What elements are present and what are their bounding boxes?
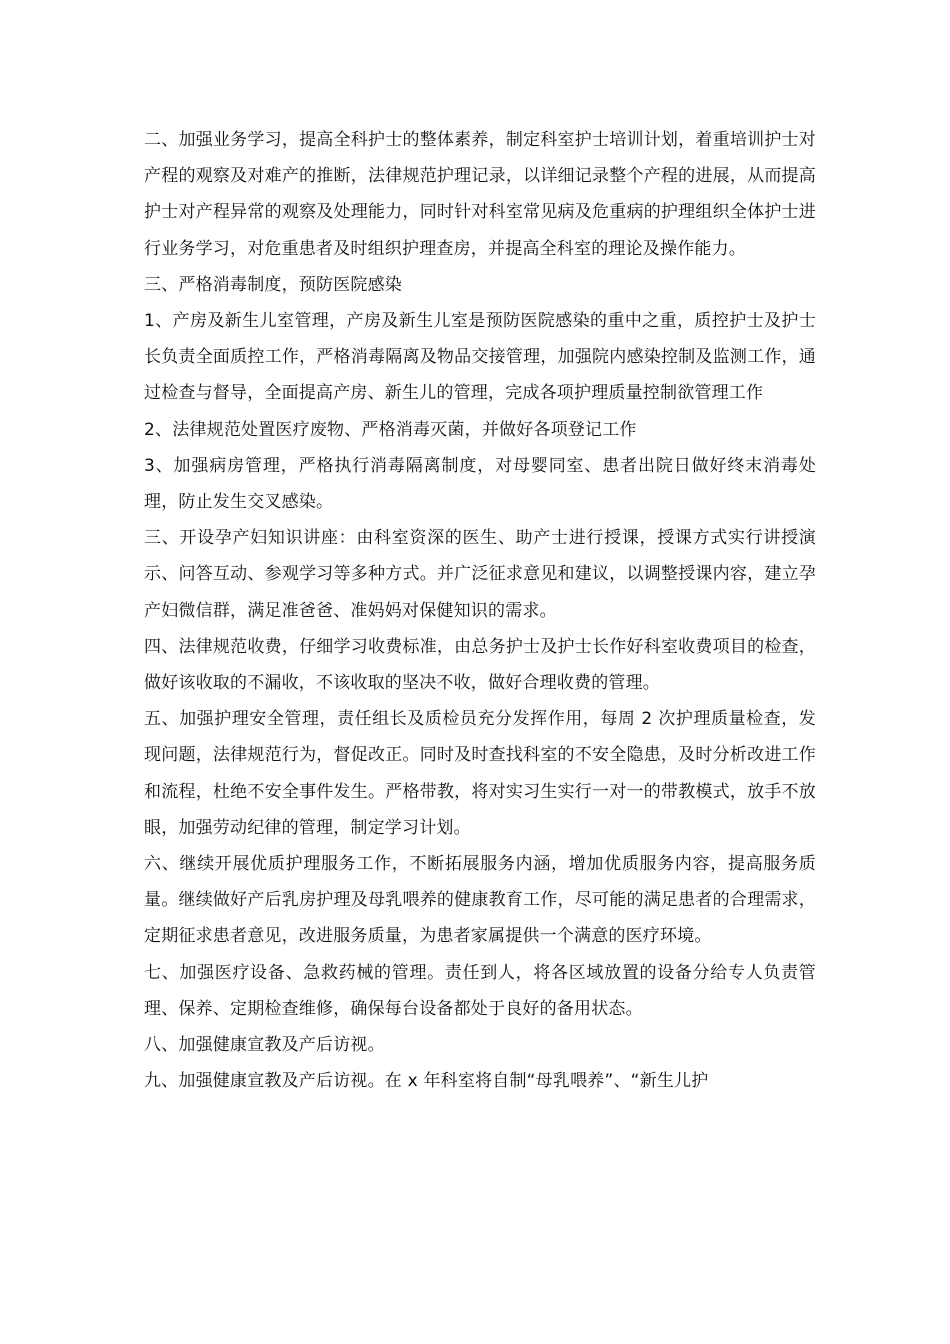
paragraph-equipment-management: 七、加强医疗设备、急救药械的管理。责任到人，将各区域放置的设备分给专人负责管理、保养、定期检查维修，确保每台设备都处于良好的备用状态。 xyxy=(144,962,816,1019)
paragraph-medical-waste: 2、法律规范处置医疗废物、严格消毒灭菌，并做好各项登记工作 xyxy=(144,419,637,440)
paragraph-ward-management: 3、加强病房管理，严格执行消毒隔离制度，对母婴同室、患者出院日做好终末消毒处理，防止发生交叉感染。 xyxy=(144,455,816,513)
paragraph-maternal-lectures: 三、开设孕产妇知识讲座：由科室资深的医生、助产士进行授课，授课方式实行讲授演示、问答互动、参观学习等多种方式。并广泛征求意见和建议，以调整授课内容，建立孕产妇微信群，满足准爸爸、准妈妈对保健知识的需求。 xyxy=(144,528,816,621)
document-body xyxy=(144,122,816,1099)
paragraph-quality-service: 六、继续开展优质护理服务工作，不断拓展服务内涵，增加优质服务内容，提高服务质量。继续做好产后乳房护理及母乳喂养的健康教育工作，尽可能的满足患者的合理需求，定期征求患者意见，改进服务质量，为患者家属提供一个满意的医疗环境。 xyxy=(144,854,816,947)
paragraph-delivery-room-management: 1、产房及新生儿室管理，产房及新生儿室是预防医院感染的重中之重，质控护士及护士长负责全面质控工作，严格消毒隔离及物品交接管理，加强院内感染控制及监测工作，通过检查与督导，全面提高产房、新生儿的管理，完成各项护理质量控制欲管理工作 xyxy=(144,311,816,404)
paragraph-safety-management: 五、加强护理安全管理，责任组长及质检员充分发挥作用，每周 2 次护理质量检查，发现问题，法律规范行为，督促改正。同时及时查找科室的不安全隐患，及时分析改进工作和流程，杜绝不安全事件发生。严格带教，将对实习生实行一对一的带教模式，放手不放眼，加强劳动纪律的管理，制定学习计划。 xyxy=(144,709,816,838)
paragraph-fees: 四、法律规范收费，仔细学习收费标准，由总务护士及护士长作好科室收费项目的检查，做好该收取的不漏收，不该收取的坚决不收，做好合理收费的管理。 xyxy=(144,636,816,694)
paragraph-health-education: 九、加强健康宣教及产后访视。在 x 年科室将自制“母乳喂养”、“新生儿护 xyxy=(144,1071,709,1092)
heading-health-education: 八、加强健康宣教及产后访视。 xyxy=(144,1035,385,1056)
paragraph-business-study: 二、加强业务学习，提高全科护士的整体素养，制定科室护士培训计划，着重培训护士对产程的观察及对难产的推断，法律规范护理记录，以详细记录整个产程的进展，从而提高护士对产程异常的观察及处理能力，同时针对科室常见病及危重病的护理组织全体护士进行业务学习，对危重患者及时组织护理查房，并提高全科室的理论及操作能力。 xyxy=(144,130,816,259)
heading-disinfection: 三、严格消毒制度，预防医院感染 xyxy=(144,274,402,295)
